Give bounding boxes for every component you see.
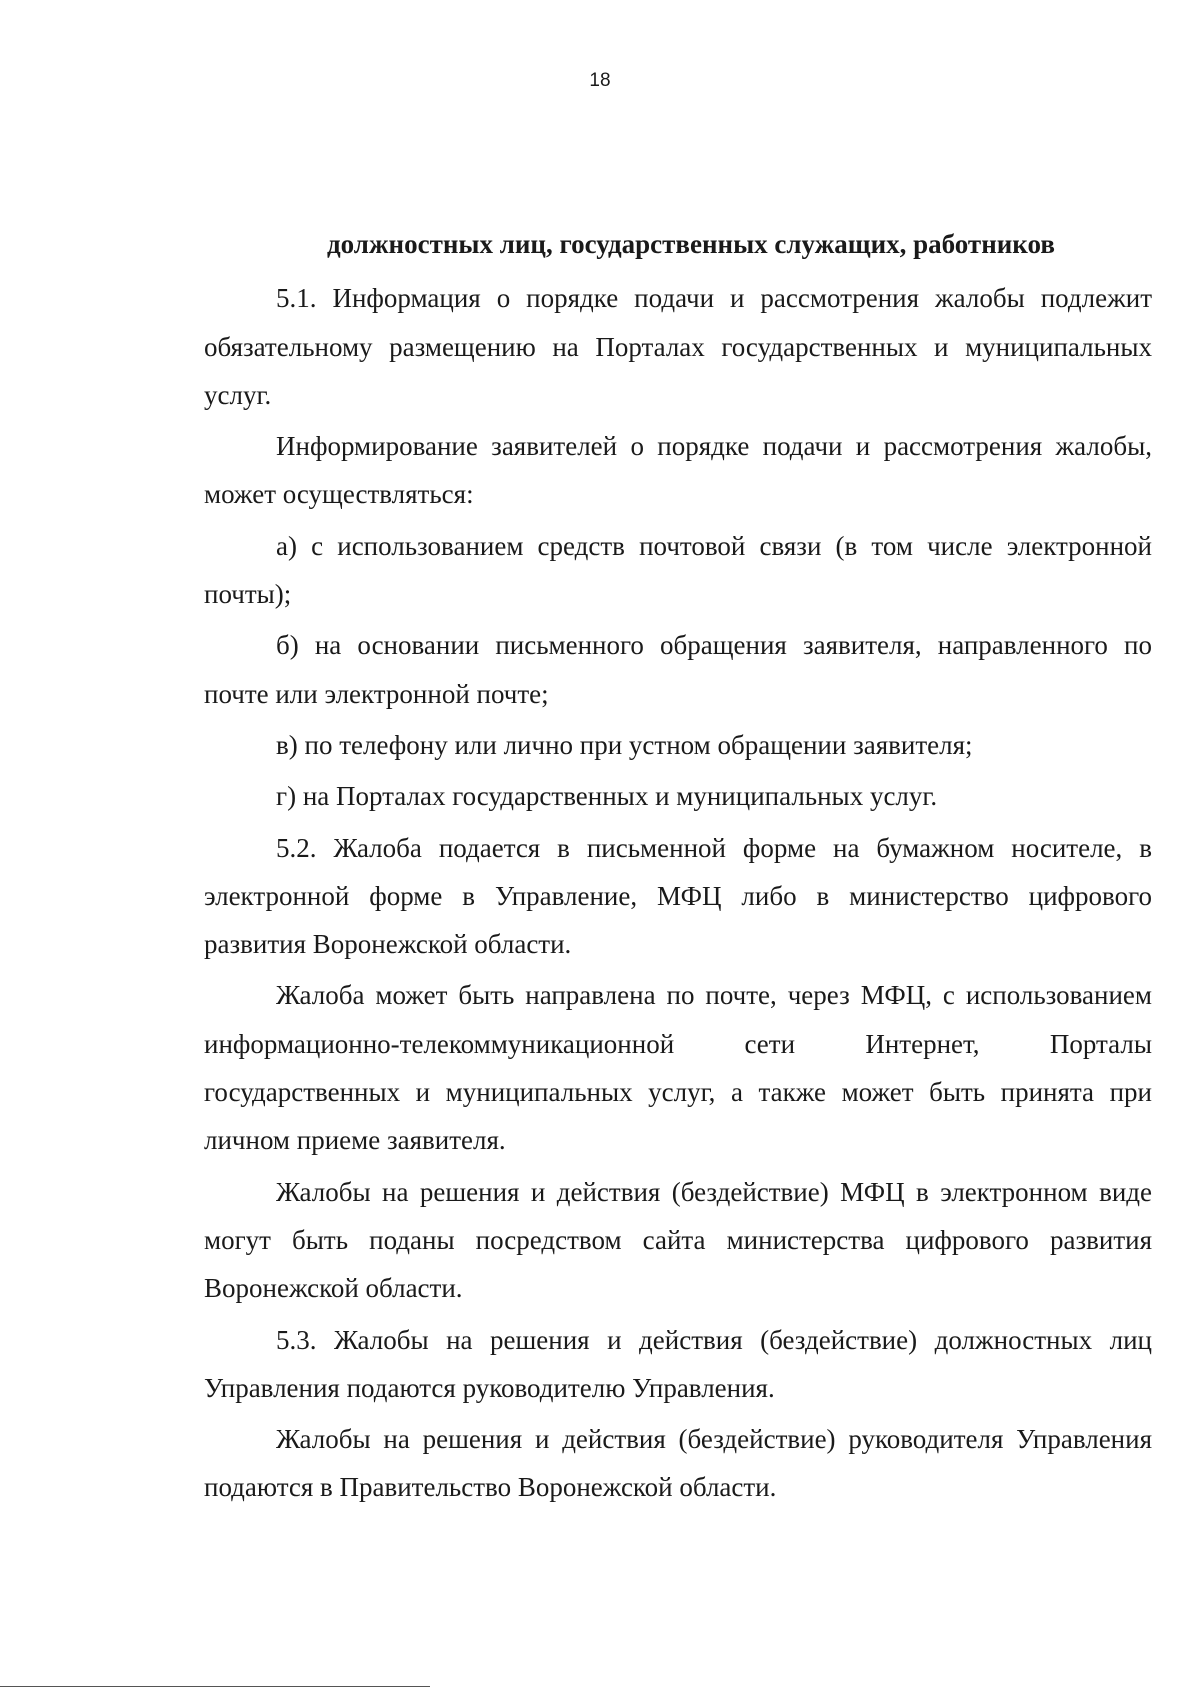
paragraph-complaint-channels xyxy=(204,971,1152,1164)
paragraph-head-complaints: Жалобы на решения и действия (бездействие) руководителя Управления подаются в Правительство Воронежской области. xyxy=(204,1424,1152,1503)
page-number: 18 xyxy=(589,70,611,91)
list-item-g: г) на Порталах государственных и муниципальных услуг. xyxy=(276,781,938,812)
complaint-channels-rest: государственных и муниципальных услуг, а также может быть принята при личном приеме заявителя. xyxy=(204,1077,1152,1156)
complaint-channels-line-2: информационно-телекоммуникационной сети Интернет, Порталы xyxy=(204,1028,1152,1059)
list-item-v: в) по телефону или лично при устном обращении заявителя; xyxy=(276,729,973,760)
list-item-b: б) на основании письменного обращения заявителя, направленного по почте или электронной почте; xyxy=(204,630,1152,709)
paragraph-informing: Информирование заявителей о порядке подачи и рассмотрения жалобы, может осуществляться: xyxy=(204,431,1152,510)
document-body xyxy=(204,220,1152,1515)
section-heading: должностных лиц, государственных служащих, работников xyxy=(327,229,1055,259)
paragraph-5-3: 5.3. Жалобы на решения и действия (бездействие) должностных лиц Управления подаются руководителю Управления. xyxy=(204,1324,1152,1403)
paragraph-5-1: 5.1. Информация о порядке подачи и рассмотрения жалобы подлежит обязательному размещению на Порталах государственных и муниципальных услуг. xyxy=(204,283,1152,410)
complaint-channels-line-1: Жалоба может быть направлена по почте, через МФЦ, с использованием xyxy=(276,980,1152,1011)
footer-rule xyxy=(0,1686,430,1687)
list-item-a: а) с использованием средств почтовой связи (в том числе электронной почты); xyxy=(204,530,1152,610)
paragraph-mfc-electronic: Жалобы на решения и действия (бездействие) МФЦ в электронном виде могут быть поданы посредством сайта министерства цифрового развития Воронежской области. xyxy=(204,1176,1152,1304)
paragraph-5-2: 5.2. Жалоба подается в письменной форме на бумажном носителе, в электронной форме в Управление, МФЦ либо в министерство цифрового развития Воронежской области. xyxy=(204,832,1152,960)
